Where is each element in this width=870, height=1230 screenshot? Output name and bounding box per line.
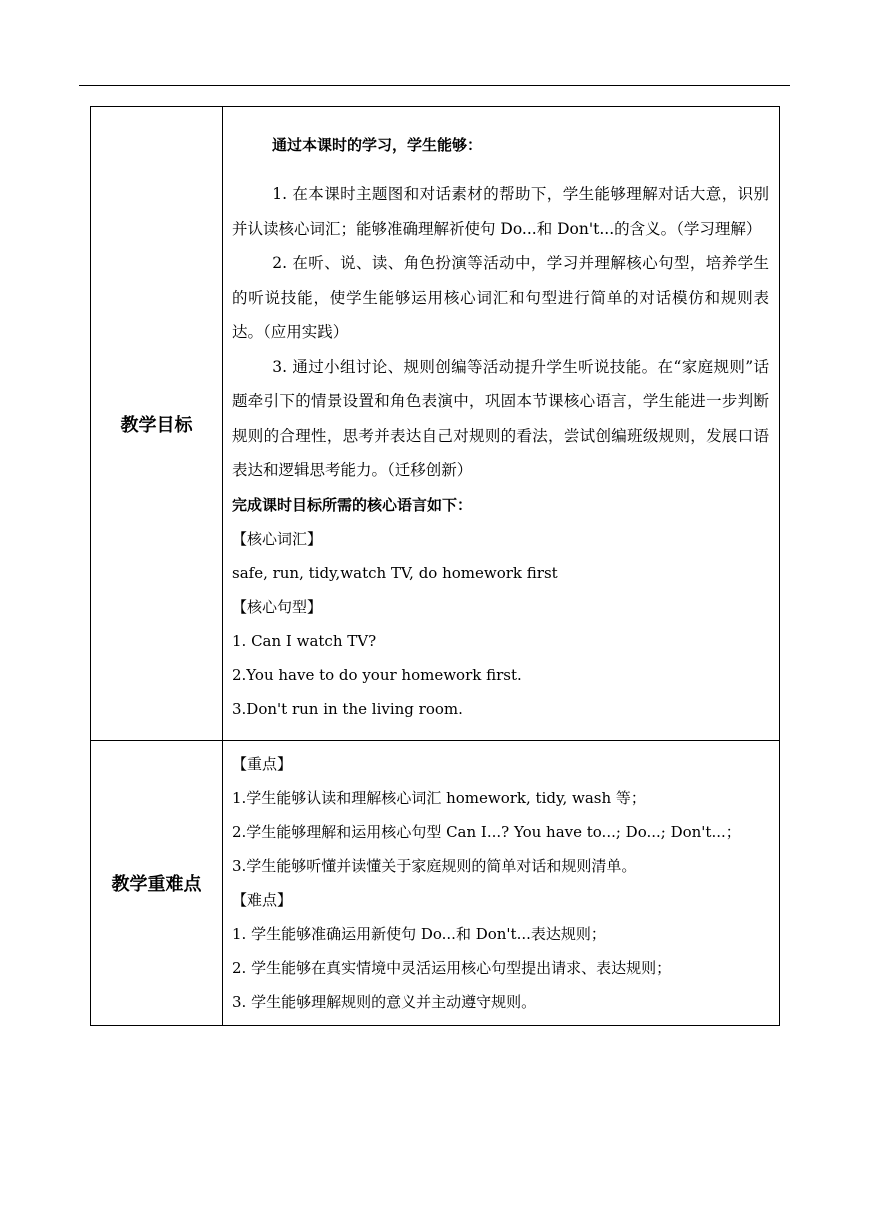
difficult-point-1: 1. 学生能够准确运用新使句 Do...和 Don't...表达规则； [232, 925, 606, 943]
difficult-points-heading: 【难点】 [232, 891, 293, 909]
key-point-1: 1.学生能够认读和理解核心词汇 homework, tidy, wash 等； [232, 789, 646, 807]
difficult-point-2: 2. 学生能够在真实情境中灵活运用核心句型提出请求、表达规则； [232, 959, 672, 977]
core-sentence-3: 3.Don't run in the living room. [232, 699, 463, 718]
goals-intro: 通过本课时的学习，学生能够： [272, 136, 483, 154]
teaching-goals-content [223, 107, 780, 741]
teaching-goals-row [91, 107, 780, 741]
core-language-heading: 完成课时目标所需的核心语言如下： [232, 495, 473, 514]
difficult-point-3: 3. 学生能够理解规则的意义并主动遵守规则。 [232, 993, 537, 1011]
key-difficult-label: 教学重难点 [91, 741, 223, 1026]
goal-item-2: 2. 在听、说、读、角色扮演等活动中，学习并理解核心句型，培养学生的听说技能，使学生能够运用核心词汇和句型进行简单的对话模仿和规则表达。（应用实践） [232, 254, 769, 341]
teaching-goals-label: 教学目标 [91, 107, 223, 741]
key-difficult-row [91, 741, 780, 1026]
key-difficult-content [223, 741, 780, 1026]
lesson-plan-table [90, 106, 780, 1026]
key-point-2: 2.学生能够理解和运用核心句型 Can I...? You have to...; Do...; Don't...； [232, 823, 741, 841]
core-vocab-list: safe, run, tidy,watch TV, do homework first [232, 563, 558, 582]
header-rule [79, 85, 790, 86]
core-sentence-2: 2.You have to do your homework first. [232, 665, 522, 684]
key-points-heading: 【重点】 [232, 755, 293, 773]
key-point-3: 3.学生能够听懂并读懂关于家庭规则的简单对话和规则清单。 [232, 857, 637, 875]
core-sentence-heading: 【核心句型】 [232, 597, 323, 616]
core-vocab-heading: 【核心词汇】 [232, 529, 323, 548]
goal-item-1: 1. 在本课时主题图和对话素材的帮助下，学生能够理解对话大意，识别并认读核心词汇；能够准确理解祈使句 Do...和 Don't...的含义。（学习理解） [232, 185, 769, 238]
goal-item-3: 3. 通过小组讨论、规则创编等活动提升学生听说技能。在“家庭规则”话题牵引下的情景设置和角色表演中，巩固本节课核心语言，学生能进一步判断规则的合理性，思考并表达自己对规则的看法，尝试创编班级规则，发展口语表达和逻辑思考能力。（迁移创新） [232, 357, 769, 479]
core-sentence-1: 1. Can I watch TV? [232, 631, 377, 650]
